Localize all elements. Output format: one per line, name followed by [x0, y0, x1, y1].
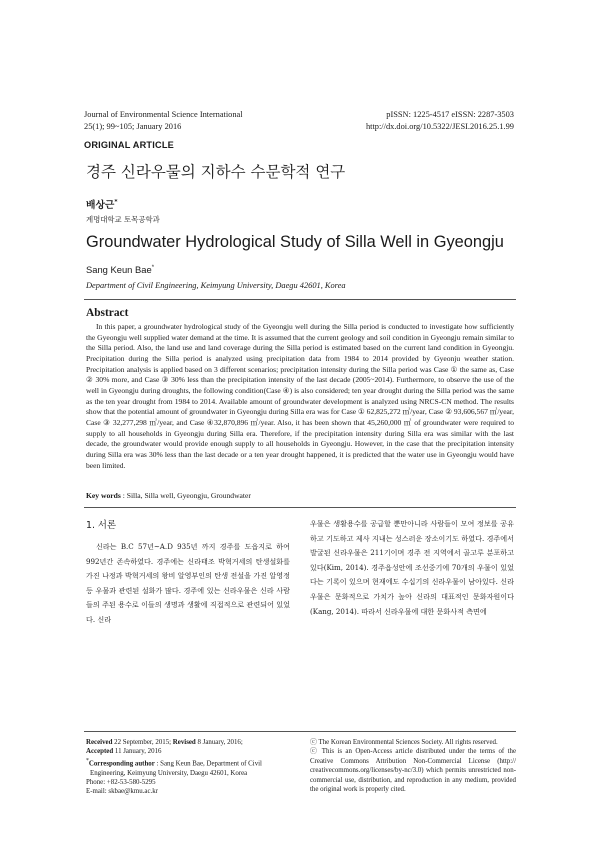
- journal-header-right: [366, 109, 514, 133]
- accepted-label: Accepted: [86, 748, 114, 756]
- article-type: ORIGINAL ARTICLE: [84, 140, 174, 150]
- abstract-heading: Abstract: [86, 307, 129, 319]
- english-author-mark: *: [151, 264, 155, 271]
- journal-citation: 25(1); 99~105; January 2016: [84, 122, 182, 131]
- corresponding-phone: Phone: +82-53-580-5295: [86, 778, 156, 786]
- abstract-top-rule: [84, 299, 516, 300]
- body-column-right: [310, 517, 514, 619]
- corresponding-author: : Sang Keun Bae, Department of Civil: [154, 760, 262, 768]
- revised-date: 8 January, 2016;: [195, 739, 243, 746]
- revised-label: Revised: [172, 739, 196, 746]
- abstract-body: [86, 322, 514, 471]
- korean-title: 경주 신라우물의 지하수 수문학적 연구: [86, 163, 346, 181]
- journal-header-left: [84, 109, 243, 133]
- journal-doi[interactable]: http://dx.doi.org/10.5322/JESI.2016.25.1.99: [365, 122, 514, 131]
- corresponding-email[interactable]: E-mail: skbae@kmu.ac.kr: [86, 788, 158, 796]
- keywords-text: : Silla, Silla well, Gyeongju, Groundwater: [120, 491, 251, 500]
- license-notice: ⓒ This is an Open-Access article distributed under the terms of the Creative Commons Attribution Non-Commercial License (http:// creativecommons.org/licenses/by-nc/3.0) which permits unrestricted non-commercial use, distribution, and reproduction in any medium, provided the original work is properly cited.: [310, 748, 516, 794]
- english-title: Groundwater Hydrological Study of Silla Well in Gyeongju: [86, 233, 504, 251]
- footnote-copyright: [310, 738, 516, 794]
- corresponding-address: Engineering, Keimyung University, Daegu 42601, Korea: [90, 769, 248, 777]
- korean-author-name: 배상근: [86, 200, 115, 211]
- footnote-article-info: [86, 738, 296, 797]
- abstract-text: In this paper, a groundwater hydrological study of the Gyeongju well during the Silla period is conducted to investigate how sufficiently the Gyeongju well supplied water demand at the time. It is assumed that the current geology and soil condition in Gyeongju remain similar to the Silla period. Also, the land use and land coverage during the Silla period is estimated based on the current land condition in Gyeongju. Precipitation during the Silla period is analyzed using precipitation data from 1984 to 2014 provided by Gyeonju weather station. Precipitation analysis is applied based on 3 different scenarios; precipitation intensity during the Silla period was Case ① the same as, Case ② 30% more, and Case ③ 30% less than the precipitation intensity of the last decade (2005~2014). Furthermore, to observe the use of the well in Gyeongju during droughts, the following condition(Case ④) is also considered; ten year drought during the Silla period was the same as the ten year drought from 1984 to 2014. Available amount of groundwater development is analyzed using NRCS-CN method. The results show that the potential amount of groundwater in Gyeongju during Silla era was for Case ① 62,825,272 ㎥/year, Case ② 93,606,567 ㎥/year, Case ③ 32,277,298 ㎥/year, and Case ④32,870,896 ㎥/year. Also, it has been shown that 45,260,000 ㎥ of groundwater were required to supply to all households in Gyeongju during Silla era. Therefore, if the precipitation intensity during Silla era was similar with the last decade, the groundwater would provide enough supply to all households in Gyeongju. However, in the case that the precipitation intensity during Silla era was 30% less than the last decade or a ten year drought happened, it is predicted that the water use in Gyeongju would have been limited.: [86, 322, 514, 470]
- korean-affiliation: 계명대학교 토목공학과: [86, 215, 160, 224]
- journal-issn: pISSN: 1225-4517 eISSN: 2287-3503: [386, 110, 514, 119]
- footnote-dates-line: [86, 738, 296, 747]
- korean-author-mark: *: [114, 198, 118, 206]
- received-date: 22 September, 2015;: [112, 739, 173, 746]
- accepted-date: 11 January, 2016: [113, 748, 162, 756]
- copyright-notice: ⓒ The Korean Environmental Sciences Society. All rights reserved.: [310, 739, 498, 746]
- english-author: [86, 264, 154, 275]
- keywords-line: [86, 491, 251, 500]
- english-author-name: Sang Keun Bae: [86, 264, 152, 275]
- section-heading-introduction: 1. 서론: [86, 520, 117, 531]
- abstract-bottom-rule: [84, 507, 516, 508]
- korean-author: [86, 197, 118, 211]
- keywords-label: Key words: [86, 491, 121, 500]
- footnote-corresponding-line: [86, 757, 296, 769]
- corresponding-label: Corresponding author: [88, 760, 155, 768]
- intro-paragraph-left: 신라는 B.C 57년~A.D 935년 까지 경주를 도읍지로 하여 992년간 존속하였다. 경주에는 신라태조 박혁거세의 탄생설화를 가진 나정과 박혁거세의 왕비 알영부인의 탄생 전설을 가진 알영정 등 우물과 관련된 설화가 많다. 경주에 있는 신라우물은 신라 사람들의 주된 용수로 이들의 생명과 생활에 직접적으로 관련되어 있었다. 신라: [86, 542, 290, 624]
- footnote-accepted-line: [86, 747, 296, 756]
- journal-name: Journal of Environmental Science International: [84, 110, 243, 119]
- intro-paragraph-right: 우물은 생활용수를 공급할 뿐만아니라 사람들이 모여 정보를 공유하고 기도하고 제사 지내는 성스러운 장소이기도 하였다. 경주에서 발굴된 신라우물은 211기이며 경주 전 지역에서 골고루 분포하고 있다(Kim, 2014). 경주읍성안에 조선중기에 70개의 우물이 있었다는 기록이 있으며 현재에도 수십기의 신라우물이 남아있다. 신라우물은 문화적으로 가치가 높아 신라의 대표적인 문화자원이다(Kang, 2014). 따라서 신라우물에 대한 문화사적 측면에: [310, 519, 514, 616]
- footnote-rule: [84, 731, 516, 732]
- received-label: Received: [86, 739, 113, 746]
- corresponding-mark: *: [86, 757, 89, 764]
- english-affiliation: Department of Civil Engineering, Keimyung University, Daegu 42601, Korea: [86, 281, 346, 290]
- body-column-left: [86, 540, 290, 628]
